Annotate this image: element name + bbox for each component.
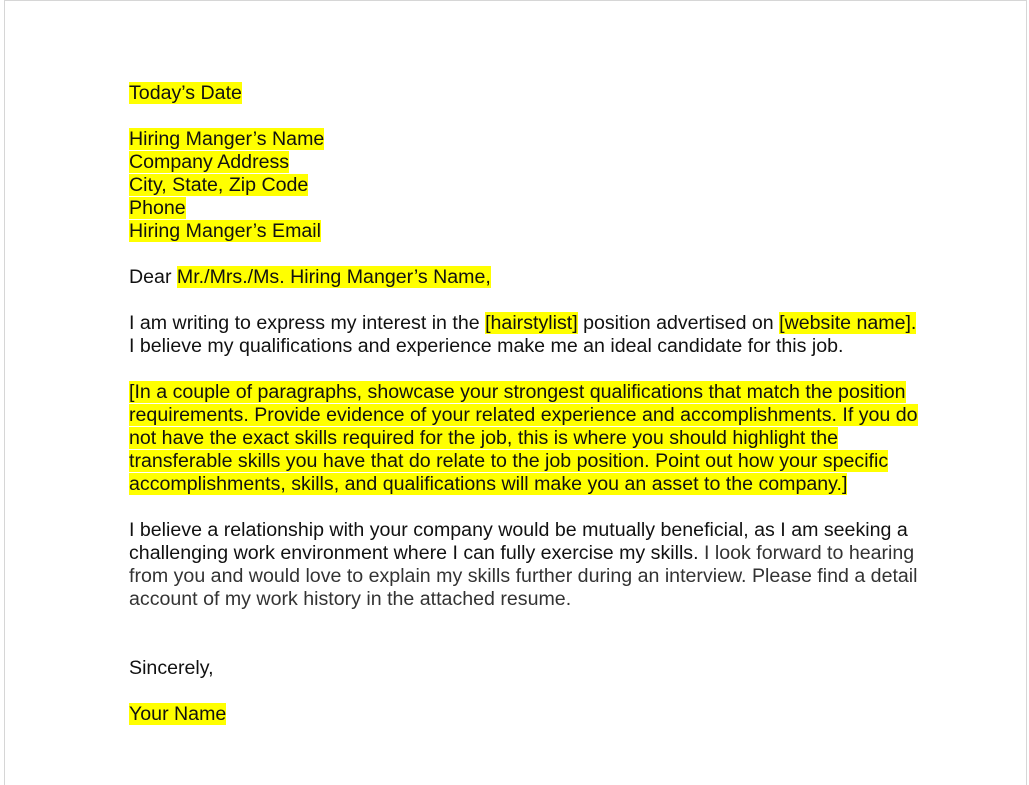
- blank-line: [129, 680, 919, 703]
- recipient-email-placeholder: Hiring Manger’s Email: [129, 220, 322, 242]
- website-placeholder: [website name].: [779, 312, 917, 334]
- salutation-name-placeholder: Mr./Mrs./Ms. Hiring Manger’s Name,: [176, 266, 491, 288]
- recipient-name-line: [129, 128, 919, 151]
- salutation: [129, 266, 919, 289]
- date-placeholder: Today’s Date: [129, 82, 242, 104]
- intro-text-2: position advertised on: [577, 312, 780, 334]
- recipient-phone-placeholder: Phone: [129, 197, 186, 219]
- recipient-name-placeholder: Hiring Manger’s Name: [129, 128, 325, 150]
- intro-text-1: I am writing to express my interest in the: [129, 312, 486, 334]
- recipient-phone-line: [129, 197, 919, 220]
- closing-text-1: I believe a relationship with your company would be mutually beneficial, as I am seeking a challenging work environment where I can fully exercise my skills.: [129, 519, 908, 564]
- recipient-city-placeholder: City, State, Zip Code: [129, 174, 309, 196]
- blank-line: [129, 496, 919, 519]
- blank-line: [129, 289, 919, 312]
- valediction: Sincerely,: [129, 657, 214, 679]
- blank-lines: [129, 611, 919, 657]
- signature-line: [129, 703, 919, 726]
- document-page: [4, 0, 1027, 785]
- blank-line: [129, 105, 919, 128]
- closing-text-2: I look forward to hearing from you and would love to explain my skills further during an interview. Please find a detail account of my work history in the attached resume.: [129, 542, 918, 610]
- blank-line: [129, 358, 919, 381]
- cover-letter-body: [129, 82, 919, 726]
- recipient-city-line: [129, 174, 919, 197]
- recipient-address-line: [129, 151, 919, 174]
- recipient-address-placeholder: Company Address: [129, 151, 290, 173]
- intro-text-3: I believe my qualifications and experience make me an ideal candidate for this job.: [129, 335, 844, 357]
- closing-paragraph: [129, 519, 919, 611]
- salutation-prefix: Dear: [129, 266, 177, 288]
- intro-paragraph: [129, 312, 919, 358]
- signature-name-placeholder: Your Name: [129, 703, 227, 725]
- date-line: [129, 82, 919, 105]
- qualifications-placeholder: [In a couple of paragraphs, showcase your strongest qualifications that match the position requirements. Provide evidence of your related experience and accomplishments. If you do not have the exact skills required for the job, this is where you should highlight the transferable skills you have that do relate to the job position. Point out how your specific accomplishments, skills, and qualifications will make you an asset to the company.]: [129, 381, 918, 495]
- recipient-email-line: [129, 220, 919, 243]
- position-placeholder: [hairstylist]: [485, 312, 578, 334]
- qualifications-paragraph: [129, 381, 919, 496]
- blank-line: [129, 243, 919, 266]
